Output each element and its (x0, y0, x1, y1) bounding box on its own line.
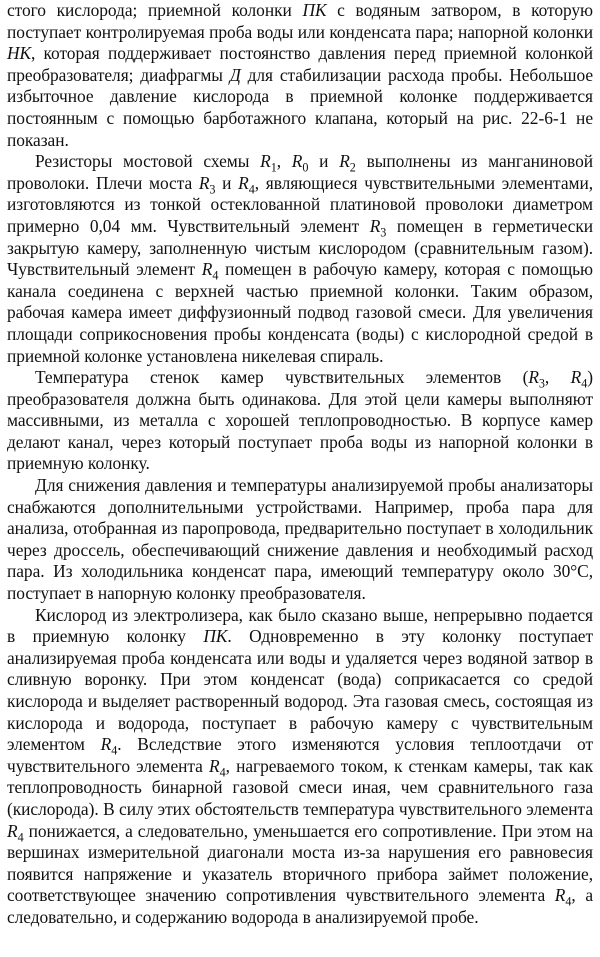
subscript: 0 (302, 160, 309, 175)
italic-symbol: R (570, 367, 582, 388)
italic-symbol: R (554, 885, 566, 906)
italic-symbol: Д (229, 64, 241, 85)
paragraph-4 (7, 475, 593, 605)
text-fragment: Кислород из электролизера, как было сказано выше, непрерывно подается в приемную колонку (7, 604, 593, 647)
subscript: 4 (111, 743, 118, 758)
subscript: 4 (219, 765, 226, 780)
subscript: 4 (565, 894, 572, 909)
italic-symbol: R (339, 151, 350, 172)
subscript: 4 (581, 376, 588, 391)
text-fragment: . Одновременно в эту колонку поступает анализируемая проба конденсата или воды и удаляется через водяной затвор в сливную воронку. При этом конденсат (вода) соприкасается со средой кислорода и выделяет растворенный водород. Эта газовая смесь, состоящая из кислорода и водорода, поступает в рабочую камеру с чувствительным элементом (7, 626, 593, 755)
text-fragment: и (308, 151, 340, 172)
text-fragment: выполнены из манганиновой проволоки. Плечи моста (7, 151, 593, 193)
text-fragment: понижается, а следовательно, уменьшается его сопротивление. При этом на вершинах измерительной диагонали моста из-за нарушения его равновесия появится напряжение и указатель вторичного прибора займет положение, соответствующее значению сопротивления чувствительного элемента (7, 820, 593, 906)
text-fragment: , (276, 151, 292, 172)
subscript: 3 (538, 376, 545, 391)
text-fragment: . Вследствие этого изменяются условия теплоотдачи от чувствительного элемента (7, 734, 593, 776)
italic-symbol: R (198, 172, 210, 193)
paragraph-3 (7, 367, 593, 475)
italic-symbol: R (201, 259, 213, 280)
text-fragment: Для снижения давления и температуры анализируемой пробы анализаторы снабжаются дополнительными устройствами. Например, проба пара для анализа, отобранная из паропровода, предварительно поступает в холодильник через дроссель, обеспечивающий снижение давления и необходимый расход пара. Из холодильника конденсат пара, имеющий температуру около 30°С, поступает в напорную колонку преобразователя. (7, 475, 593, 604)
italic-symbol: R (7, 820, 18, 841)
text-fragment: , (544, 367, 571, 388)
text-fragment: для стабилизации расхода пробы. Небольшое избыточное давление кислорода в приемной колонке поддерживается постоянным с помощью барботажного клапана, который на рис. 22-6-1 не показан. (7, 64, 593, 150)
subscript: 4 (212, 268, 219, 283)
text-fragment: , нагреваемого током, к стенкам камеры, так как теплопроводность бинарной газовой смеси иная, чем сравнительного газа (кислорода). В силу этих обстоятельств температура чувствительного элемента (7, 755, 593, 819)
italic-symbol: R (238, 172, 249, 193)
italic-symbol: R (528, 367, 539, 388)
subscript: 3 (380, 225, 387, 240)
text-fragment: , являющиеся чувствительными элементами, изготовляются из тонкой остеклованной платиновой проволоки диаметром примерно 0,04 мм. Чувствительный элемент (7, 172, 593, 236)
text-fragment: и (215, 172, 239, 193)
text-fragment: , которая поддерживает постоянство давления перед приемной колонкой преобразователя; диафрагмы (7, 43, 593, 85)
italic-symbol: ПК (302, 0, 327, 20)
paragraph-5 (7, 605, 593, 929)
text-fragment: помещен в рабочую камеру, которая с помощью канала соединена с верхней частью приемной колонки. Таким образом, рабочая камера имеет диффузионный подвод газовой смеси. Для увеличения площади соприкосновения пробы конденсата (воды) с кислородной средой в приемной колонке установлена никелевая спираль. (7, 259, 593, 366)
text-fragment: Резисторы мостовой схемы (35, 151, 261, 172)
text-fragment: , а следовательно, и содержанию водорода в анализируемой пробе. (7, 885, 593, 927)
italic-symbol: R (369, 215, 381, 236)
subscript: 1 (270, 160, 277, 175)
subscript: 2 (349, 160, 356, 175)
paragraph-2 (7, 151, 593, 367)
italic-symbol: R (260, 151, 271, 172)
text-fragment: с водяным затвором, в которую поступает контролируемая проба воды или конденсата пара; напорной колонки (7, 0, 593, 42)
subscript: 4 (17, 830, 24, 845)
italic-symbol: R (100, 734, 112, 755)
subscript: 4 (248, 182, 255, 197)
document-page (7, 0, 593, 929)
paragraph-1 (7, 0, 593, 151)
text-fragment: ) преобразователя должна быть одинакова. Для этой цели камеры выполняют массивными, из металла с хорошей теплопроводностью. В корпусе камер делают канал, через который поступает проба воды из напорной колонки в приемную колонку. (7, 367, 593, 474)
italic-symbol: R (209, 755, 220, 776)
text-fragment: стого кислорода; приемной колонки (7, 0, 303, 20)
text-fragment: помещен в герметически закрытую камеру, заполненную чистым кислородом (сравнительным газом). Чувствительный элемент (7, 215, 593, 280)
subscript: 3 (209, 182, 216, 197)
italic-symbol: R (291, 151, 303, 172)
text-fragment: Температура стенок камер чувствительных элементов ( (35, 367, 529, 388)
italic-symbol: ПК (203, 626, 228, 647)
italic-symbol: НК (7, 43, 32, 64)
body-text (7, 0, 593, 929)
